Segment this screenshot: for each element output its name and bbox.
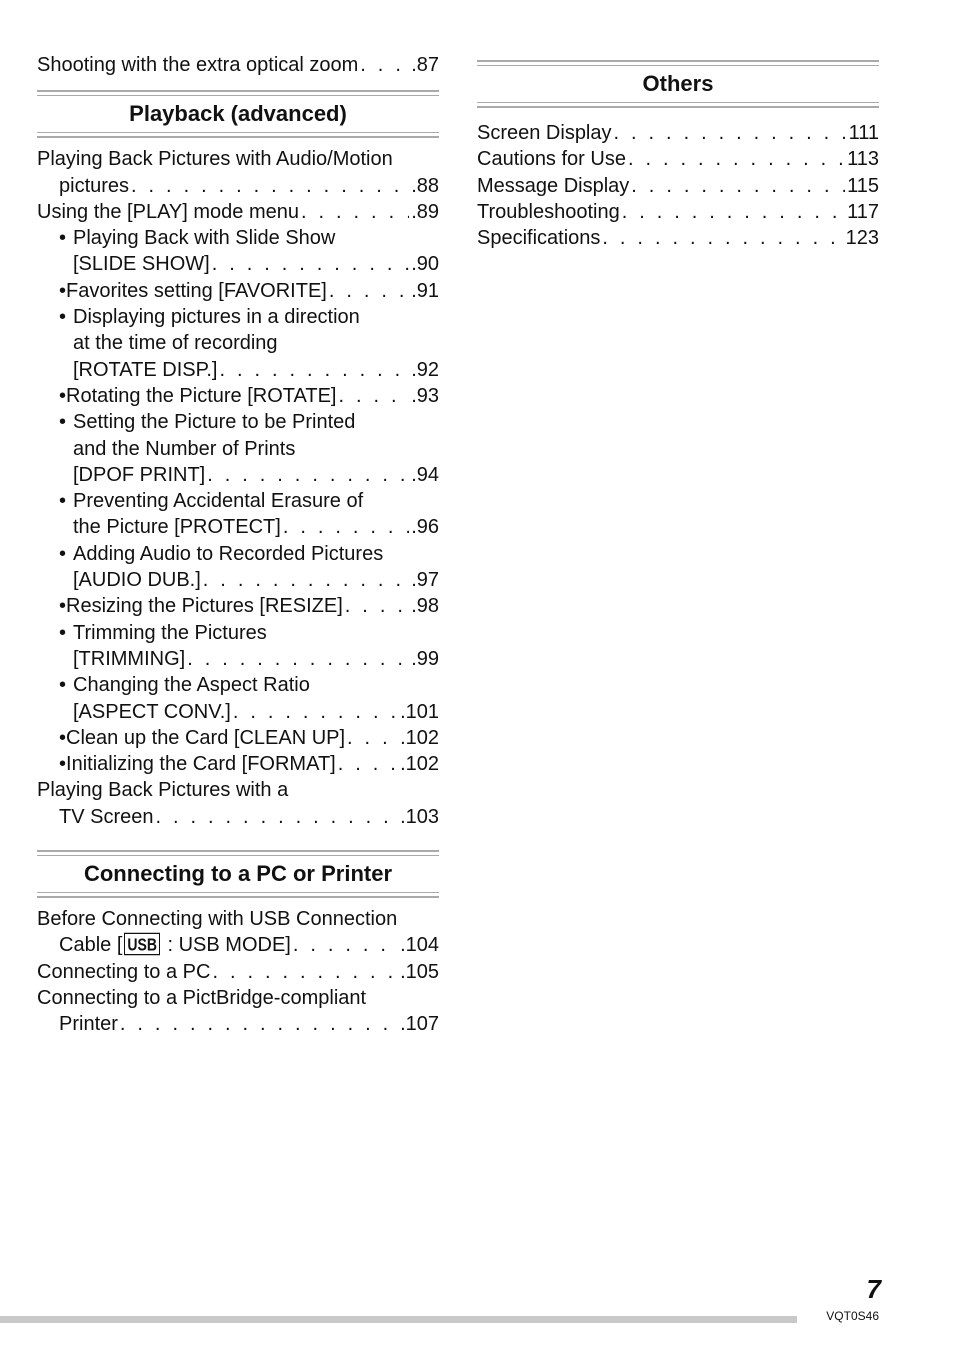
toc-entry[interactable] — [37, 409, 439, 435]
toc-entry-text: Playing Back Pictures with Audio/Motion — [37, 148, 393, 171]
usb-mode-icon: USB — [124, 933, 160, 956]
toc-entry-page: .91 — [411, 279, 439, 302]
toc-entry[interactable] — [37, 52, 439, 78]
toc-entry[interactable] — [37, 646, 439, 672]
toc-entry[interactable] — [37, 357, 439, 383]
leader-dots — [212, 251, 409, 277]
leader-dots — [345, 593, 409, 619]
toc-entry[interactable] — [37, 330, 439, 356]
toc-entry-text: Playing Back with Slide Show — [73, 227, 336, 250]
toc-entry-page: .88 — [411, 174, 439, 197]
heading-rule-bottom — [37, 132, 439, 138]
toc-entry-page: .99 — [411, 647, 439, 670]
toc-entry[interactable] — [37, 777, 439, 803]
section-heading-connecting — [37, 850, 439, 898]
leader-dots — [187, 646, 409, 672]
leader-dots — [622, 199, 845, 225]
leader-dots — [293, 932, 398, 958]
toc-entry-page: .90 — [411, 253, 439, 276]
bullet-icon: • — [59, 411, 67, 434]
toc-entry-text: Printer — [59, 1013, 118, 1036]
toc-entry-text: [AUDIO DUB.] — [73, 569, 201, 592]
toc-entry-text: Clean up the Card [CLEAN UP] — [66, 726, 346, 749]
bullet-icon: • — [59, 726, 67, 749]
toc-entry[interactable] — [37, 146, 439, 172]
toc-entry-text: Connecting to a PC — [37, 960, 211, 983]
bullet-icon: • — [59, 384, 67, 407]
toc-entry-page: 115 — [847, 174, 879, 197]
toc-entry-text: [ASPECT CONV.] — [73, 700, 231, 723]
leader-dots — [614, 120, 847, 146]
toc-entry-text-prefix: Cable [ — [59, 934, 123, 957]
toc-entry-text: pictures — [59, 174, 130, 197]
toc-entry[interactable] — [37, 959, 439, 985]
toc-entry-page: .98 — [411, 595, 439, 618]
leader-dots — [628, 146, 845, 172]
toc-entry[interactable] — [37, 251, 439, 277]
toc-entry-page: .89 — [411, 200, 439, 223]
toc-entry-page: .102 — [400, 726, 439, 749]
leader-dots — [233, 699, 398, 725]
document-id: VQT0S46 — [826, 1309, 879, 1323]
toc-entry-text: Rotating the Picture [ROTATE] — [66, 384, 337, 407]
bullet-icon: • — [59, 306, 67, 329]
toc-entry[interactable] — [37, 932, 439, 958]
leader-dots — [203, 567, 409, 593]
leader-dots — [212, 959, 398, 985]
toc-entry[interactable] — [37, 751, 439, 777]
toc-entry-text: Initializing the Card [FORMAT] — [66, 753, 336, 776]
toc-entry-text: Shooting with the extra optical zoom — [37, 54, 359, 76]
bullet-icon: • — [59, 279, 67, 302]
toc-entry[interactable] — [37, 567, 439, 593]
toc-entry[interactable] — [37, 804, 439, 830]
bullet-icon: • — [59, 674, 67, 697]
section-heading-text: Playback (advanced) — [129, 101, 347, 127]
toc-entry-page: .103 — [400, 805, 439, 828]
toc-entry-text: Changing the Aspect Ratio — [73, 674, 310, 697]
leader-dots — [207, 462, 409, 488]
toc-entry[interactable] — [37, 173, 439, 199]
toc-entry-text: [TRIMMING] — [73, 647, 186, 670]
leader-dots — [155, 804, 398, 830]
bullet-icon: • — [59, 490, 67, 513]
toc-entry-page: .96 — [411, 516, 439, 539]
leader-dots — [338, 751, 398, 777]
toc-entry[interactable] — [37, 1011, 439, 1037]
toc-entry-page: 117 — [847, 200, 879, 223]
heading-rule-bottom — [477, 102, 879, 108]
leader-dots — [120, 1011, 398, 1037]
toc-entry-text: Adding Audio to Recorded Pictures — [73, 542, 384, 565]
page-number: 7 — [866, 1274, 881, 1304]
toc-entry-text — [59, 932, 291, 958]
leader-dots — [347, 725, 398, 751]
toc-entry[interactable] — [37, 199, 439, 225]
heading-rule-bottom — [37, 892, 439, 898]
others-toc-list — [477, 120, 879, 251]
toc-entry[interactable] — [37, 304, 439, 330]
toc-entry-page: 123 — [845, 227, 879, 250]
leader-dots — [602, 225, 843, 251]
toc-entry-page: .102 — [400, 753, 439, 776]
toc-entry[interactable] — [477, 146, 879, 172]
right-column — [477, 60, 879, 251]
toc-entry[interactable] — [37, 225, 439, 251]
toc-entry-text: Playing Back Pictures with a — [37, 779, 289, 802]
toc-entry[interactable] — [37, 620, 439, 646]
toc-entry[interactable] — [37, 436, 439, 462]
toc-entry-text: Message Display — [477, 174, 630, 197]
toc-entry[interactable] — [37, 383, 439, 409]
toc-entry-page: 113 — [847, 148, 879, 171]
leader-dots — [329, 278, 409, 304]
toc-entry-text: Setting the Picture to be Printed — [73, 411, 356, 434]
bullet-icon: • — [59, 595, 67, 618]
toc-entry[interactable] — [37, 514, 439, 540]
toc-entry-text: Before Connecting with USB Connection — [37, 908, 398, 931]
toc-entry[interactable] — [37, 906, 439, 932]
toc-entry-text: Troubleshooting — [477, 200, 620, 223]
toc-entry-text: Cautions for Use — [477, 148, 626, 171]
toc-entry-text: Favorites setting [FAVORITE] — [66, 279, 327, 302]
toc-entry[interactable] — [37, 462, 439, 488]
toc-entry-text: Preventing Accidental Erasure of — [73, 490, 364, 513]
toc-entry[interactable] — [37, 725, 439, 751]
toc-entry-page: 111 — [848, 122, 879, 144]
toc-entry-page: .101 — [400, 700, 439, 723]
toc-entry-text: the Picture [PROTECT] — [73, 516, 281, 539]
toc-entry[interactable] — [37, 699, 439, 725]
toc-entry-page: .87 — [411, 54, 439, 76]
section-heading-text: Others — [642, 71, 714, 96]
toc-entry-text: Connecting to a PictBridge-compliant — [37, 986, 367, 1009]
toc-entry-text: Trimming the Pictures — [73, 621, 267, 644]
toc-entry-page: .92 — [411, 358, 439, 381]
toc-entry-text: Using the [PLAY] mode menu — [37, 200, 299, 223]
toc-entry-text: Displaying pictures in a direction — [73, 306, 360, 329]
toc-entry-text: Specifications — [477, 227, 601, 250]
toc-entry-page: .107 — [400, 1013, 439, 1036]
toc-entry-text: Resizing the Pictures [RESIZE] — [66, 595, 343, 618]
leader-dots — [360, 52, 409, 78]
toc-entry-text: TV Screen — [59, 805, 154, 828]
toc-entry[interactable] — [37, 488, 439, 514]
toc-entry-text: at the time of recording — [73, 332, 278, 355]
toc-entry-page: .94 — [411, 463, 439, 486]
bullet-icon: • — [59, 621, 67, 644]
toc-entry[interactable] — [477, 173, 879, 199]
leader-dots — [631, 173, 845, 199]
toc-entry[interactable] — [477, 199, 879, 225]
leader-dots — [131, 173, 409, 199]
leader-dots — [301, 199, 409, 225]
toc-entry-text-suffix: : USB MODE] — [161, 934, 291, 957]
toc-entry-text: Screen Display — [477, 122, 612, 144]
toc-entry-page: .105 — [400, 960, 439, 983]
section-heading-others — [477, 60, 879, 108]
toc-entry[interactable] — [37, 541, 439, 567]
bullet-icon: • — [59, 542, 67, 565]
toc-entry-text: [DPOF PRINT] — [73, 463, 206, 486]
toc-entry[interactable] — [477, 225, 879, 251]
bullet-icon: • — [59, 227, 67, 250]
toc-entry-text: [SLIDE SHOW] — [73, 253, 210, 276]
toc-entry[interactable] — [37, 593, 439, 619]
leader-dots — [283, 514, 409, 540]
toc-entry-page: .104 — [400, 934, 439, 957]
section-heading-text: Connecting to a PC or Printer — [83, 861, 393, 887]
leader-dots — [219, 357, 409, 383]
toc-entry-text: and the Number of Prints — [73, 437, 296, 460]
toc-entry-page: .93 — [411, 384, 439, 407]
bullet-icon: • — [59, 753, 67, 776]
leader-dots — [338, 383, 409, 409]
toc-entry-text: [ROTATE DISP.] — [73, 358, 218, 381]
toc-entry[interactable] — [37, 985, 439, 1011]
section-heading-playback — [37, 90, 439, 138]
connect-toc-list — [37, 906, 439, 1037]
toc-entry[interactable] — [37, 278, 439, 304]
playback-toc-list — [37, 146, 439, 830]
left-column — [37, 52, 439, 1038]
footer-bar — [0, 1316, 797, 1323]
toc-entry[interactable] — [477, 120, 879, 146]
toc-entry-page: .97 — [411, 569, 439, 592]
toc-entry[interactable] — [37, 672, 439, 698]
